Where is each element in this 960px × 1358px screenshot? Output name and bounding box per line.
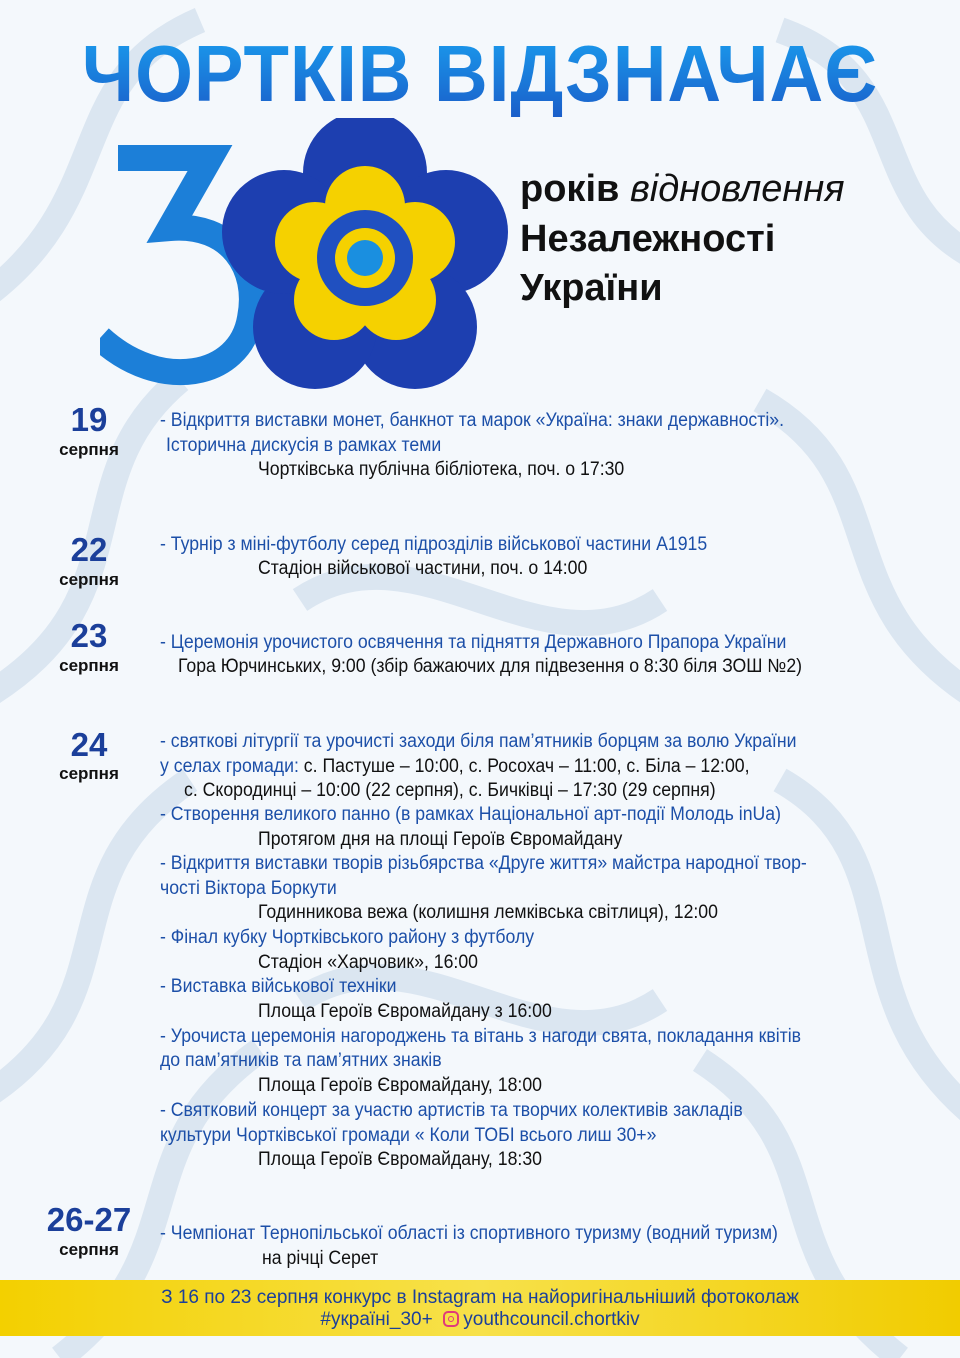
event-villages	[160, 755, 750, 779]
event-title: - Святковий концерт за участю артистів та творчих колективів закладів	[160, 1100, 743, 1121]
event-title: - Відкриття виставки монет, банкнот та марок «Україна: знаки державності».	[160, 410, 785, 431]
page-title: ЧОРТКІВ ВІДЗНАЧАЄ	[34, 28, 927, 120]
event-title: до пам’ятників та пам’ятних знаків	[160, 1050, 442, 1071]
event-title: - Турнір з міні-футболу серед підрозділів військової частини А1915	[160, 534, 708, 555]
instagram-icon	[443, 1311, 459, 1327]
event-location: Площа Героїв Євромайдану, 18:30	[258, 1149, 542, 1170]
contest-tags	[0, 1309, 960, 1331]
event-date-month: серпня	[59, 440, 119, 459]
event-date-month: серпня	[59, 656, 119, 675]
event-title: - Урочиста церемонія нагороджень та вітань з нагоди свята, покладання квітів	[160, 1026, 802, 1047]
instagram-account[interactable]: youthcouncil.chortkiv	[463, 1309, 640, 1330]
event-date-day: 19	[70, 401, 108, 438]
event-location: с. Пастуше – 10:00, с. Росохач – 11:00, с. Біла – 12:00,	[298, 756, 750, 777]
subtitle-italic: відновлення	[629, 168, 845, 210]
contest-banner	[0, 1280, 960, 1336]
event-location: Годинникова вежа (колишня лемківська світлиця), 12:00	[258, 902, 718, 923]
event-title: чості Віктора Боркути	[160, 878, 337, 899]
event-date-day: 24	[70, 726, 108, 763]
event-location: Чортківська публічна бібліотека, поч. о 17:30	[258, 459, 625, 480]
event-date-day: 26-27	[46, 1201, 132, 1238]
subtitle-line-3: України	[520, 267, 663, 309]
event-date-month: серпня	[59, 764, 119, 783]
event-location: с. Скородинці – 10:00 (22 серпня), с. Бичківці – 17:30 (29 серпня)	[184, 780, 716, 801]
event-date-day: 23	[70, 617, 108, 654]
event-location: Площа Героїв Євромайдану з 16:00	[258, 1001, 552, 1022]
event-location: Площа Героїв Євромайдану, 18:00	[258, 1075, 542, 1096]
event-location: на річці Серет	[262, 1248, 379, 1269]
event-title: - Відкриття виставки творів різьбярства «Друге життя» майстра народної твор-	[160, 853, 807, 874]
event-location: Стадіон «Харчовик», 16:00	[258, 952, 478, 973]
event-title: - святкові літургії та урочисті заходи біля пам’ятників борцям за волю України	[160, 731, 797, 752]
event-title: - Чемпіонат Тернопільської області із спортивного туризму (водний туризм)	[160, 1223, 778, 1244]
subtitle-bold: років	[520, 168, 620, 210]
logo-30-flower	[100, 118, 520, 400]
event-title: - Фінал кубку Чортківського району з футболу	[160, 927, 535, 948]
hashtag: #україні_30+	[320, 1309, 433, 1330]
contest-text: З 16 по 23 серпня конкурс в Instagram на найоригінальніший фотоколаж	[161, 1287, 799, 1308]
event-location: Протягом дня на площі Героїв Євромайдану	[258, 829, 623, 850]
event-title: культури Чортківської громади « Коли ТОБІ всього лиш 30+»	[160, 1125, 657, 1146]
event-date-day: 22	[70, 531, 108, 568]
event-title: - Виставка військової техніки	[160, 976, 397, 997]
subtitle-line-2: Незалежності	[520, 218, 776, 260]
event-location: Стадіон військової частини, поч. о 14:00	[258, 558, 588, 579]
event-location: Гора Юрчинських, 9:00 (збір бажаючих для підвезення о 8:30 біля ЗОШ №2)	[178, 656, 803, 677]
event-title: - Церемонія урочистого освячення та підняття Державного Прапора України	[160, 632, 787, 653]
event-title: Історична дискусія в рамках теми	[166, 435, 442, 456]
event-title: - Створення великого панно (в рамках Національної арт-події Молодь inUa)	[160, 804, 782, 825]
event-date-month: серпня	[59, 1240, 119, 1259]
event-title: у селах громади:	[160, 756, 299, 777]
event-date-month: серпня	[59, 570, 119, 589]
subtitle-line-1	[520, 168, 845, 211]
